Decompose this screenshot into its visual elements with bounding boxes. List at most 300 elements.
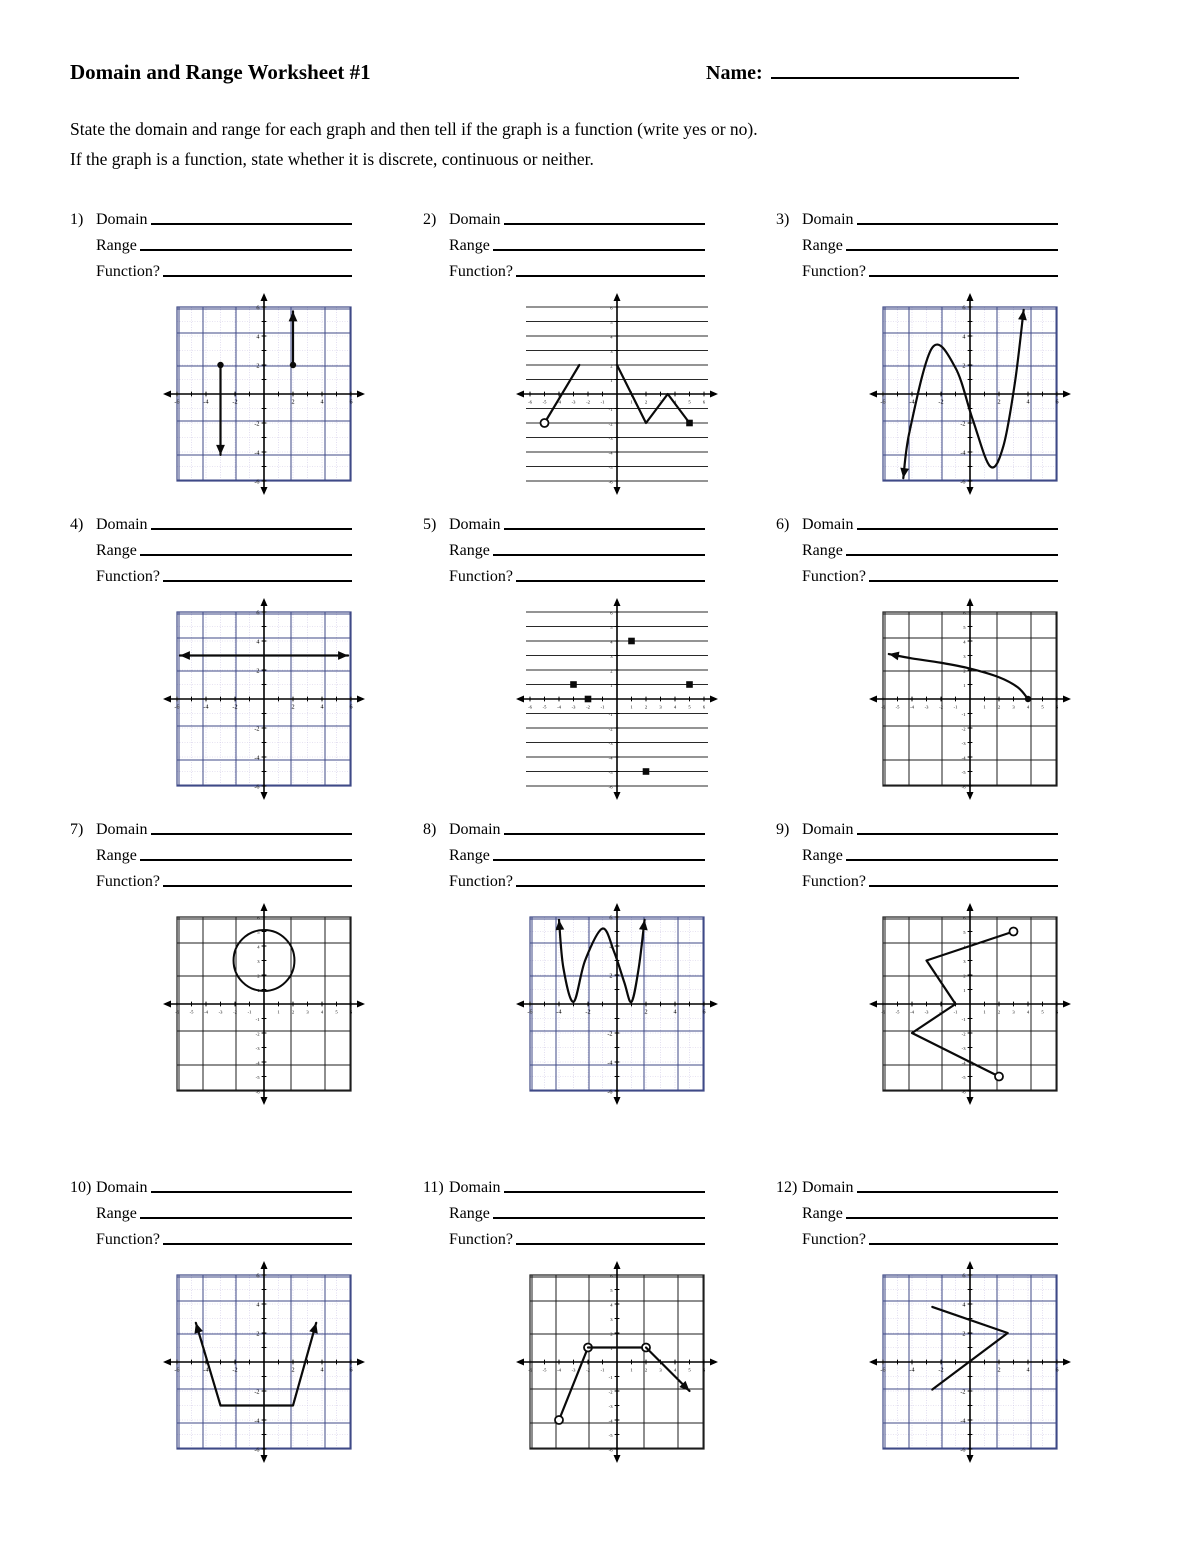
svg-text:2: 2 — [997, 398, 1001, 405]
svg-text:4: 4 — [255, 1300, 259, 1308]
svg-text:4: 4 — [963, 638, 966, 644]
svg-text:-2: -2 — [585, 399, 590, 404]
svg-text:-4: -4 — [608, 449, 612, 455]
range-label: Range — [449, 1204, 490, 1222]
svg-text:3: 3 — [1012, 1009, 1015, 1014]
svg-text:-1: -1 — [953, 1009, 958, 1014]
svg-text:4: 4 — [609, 333, 612, 339]
svg-text:-5: -5 — [542, 399, 546, 404]
svg-text:6: 6 — [702, 1367, 705, 1372]
svg-text:6: 6 — [255, 608, 259, 616]
name-field — [706, 62, 1019, 85]
svg-text:-1: -1 — [255, 1016, 259, 1022]
svg-text:1: 1 — [256, 987, 259, 993]
svg-text:-2: -2 — [253, 419, 259, 427]
coordinate-graph — [423, 596, 776, 802]
range-label: Range — [802, 541, 843, 559]
svg-text:-6: -6 — [173, 1366, 180, 1373]
svg-text:-6: -6 — [960, 1445, 966, 1453]
function-blank-line — [869, 875, 1058, 887]
svg-text:-4: -4 — [961, 1059, 966, 1065]
domain-blank-line — [151, 213, 352, 225]
problem-labels — [423, 1171, 707, 1249]
svg-text:-5: -5 — [961, 1074, 966, 1080]
svg-text:6: 6 — [348, 398, 353, 405]
svg-text:2: 2 — [255, 361, 259, 369]
svg-text:-4: -4 — [909, 1366, 915, 1373]
svg-text:6: 6 — [255, 1271, 259, 1279]
function-label: Function? — [449, 567, 513, 585]
svg-text:6: 6 — [962, 303, 966, 311]
range-blank-line — [846, 1207, 1058, 1219]
svg-text:4: 4 — [608, 942, 612, 950]
svg-text:5: 5 — [687, 704, 691, 709]
svg-text:-2: -2 — [584, 1008, 591, 1015]
domain-label: Domain — [802, 210, 854, 228]
svg-text:1: 1 — [963, 682, 966, 688]
svg-text:-2: -2 — [231, 703, 238, 710]
svg-text:-6: -6 — [526, 1008, 533, 1015]
svg-text:-2: -2 — [608, 725, 612, 731]
svg-text:-6: -6 — [527, 1367, 532, 1372]
svg-text:4: 4 — [1026, 704, 1030, 709]
svg-text:-6: -6 — [608, 478, 612, 484]
svg-text:3: 3 — [963, 653, 966, 659]
name-blank-line — [771, 63, 1019, 79]
svg-text:-6: -6 — [253, 1445, 259, 1453]
svg-text:-4: -4 — [909, 398, 915, 405]
domain-label: Domain — [802, 1178, 854, 1196]
problem-number: 9) — [776, 820, 790, 838]
problem-labels — [70, 508, 354, 586]
svg-text:-3: -3 — [571, 704, 575, 709]
svg-text:2: 2 — [962, 361, 966, 369]
svg-text:-5: -5 — [189, 1009, 193, 1014]
function-label: Function? — [802, 872, 866, 890]
domain-blank-line — [857, 1181, 1058, 1193]
svg-text:3: 3 — [658, 1367, 662, 1372]
range-blank-line — [846, 849, 1058, 861]
svg-text:-2: -2 — [585, 1367, 590, 1372]
svg-text:-3: -3 — [961, 1045, 966, 1051]
range-blank-line — [140, 849, 352, 861]
svg-text:4: 4 — [609, 1301, 612, 1307]
svg-text:6: 6 — [609, 1272, 612, 1278]
svg-text:6: 6 — [1055, 1009, 1059, 1014]
problem-labels — [776, 203, 1060, 281]
svg-text:-6: -6 — [606, 1087, 612, 1095]
domain-label: Domain — [96, 820, 148, 838]
svg-text:-4: -4 — [910, 1009, 914, 1014]
range-label: Range — [802, 236, 843, 254]
problem-labels — [70, 813, 354, 891]
svg-text:5: 5 — [256, 929, 259, 935]
function-blank-line — [163, 1233, 352, 1245]
function-label: Function? — [96, 872, 160, 890]
function-label: Function? — [802, 1230, 866, 1248]
domain-blank-line — [504, 518, 705, 530]
problem-3 — [776, 203, 1130, 508]
svg-text:-3: -3 — [571, 399, 575, 404]
svg-text:-4: -4 — [253, 753, 259, 761]
svg-text:-4: -4 — [253, 448, 259, 456]
svg-text:4: 4 — [319, 398, 324, 405]
coordinate-graph-svg — [161, 901, 367, 1107]
svg-text:2: 2 — [644, 704, 647, 709]
coordinate-graph-svg — [161, 291, 367, 497]
svg-text:6: 6 — [1055, 398, 1059, 405]
domain-blank-line — [857, 213, 1058, 225]
worksheet-header — [70, 60, 1130, 100]
problem-number: 11) — [423, 1178, 444, 1196]
svg-text:3: 3 — [1012, 704, 1015, 709]
domain-blank-line — [504, 213, 705, 225]
svg-text:2: 2 — [290, 398, 295, 405]
range-blank-line — [140, 1207, 352, 1219]
svg-text:-4: -4 — [606, 1058, 612, 1066]
svg-text:-2: -2 — [253, 1387, 259, 1395]
range-blank-line — [493, 544, 705, 556]
svg-text:4: 4 — [255, 332, 259, 340]
function-label: Function? — [96, 262, 160, 280]
svg-text:6: 6 — [1055, 1366, 1059, 1373]
svg-text:-6: -6 — [961, 783, 966, 789]
problem-10 — [70, 1171, 423, 1476]
svg-text:2: 2 — [256, 972, 259, 978]
coordinate-graph-svg — [161, 596, 367, 802]
svg-text:3: 3 — [658, 399, 662, 404]
coordinate-graph-svg — [514, 1259, 720, 1465]
svg-text:-2: -2 — [253, 724, 259, 732]
svg-text:-4: -4 — [910, 704, 914, 709]
svg-text:-1: -1 — [608, 406, 612, 412]
svg-text:-2: -2 — [231, 1366, 238, 1373]
function-label: Function? — [449, 262, 513, 280]
svg-text:-6: -6 — [881, 1009, 885, 1014]
svg-text:-1: -1 — [608, 711, 612, 717]
problem-number: 8) — [423, 820, 437, 838]
coordinate-graph — [70, 901, 423, 1107]
svg-text:2: 2 — [290, 1366, 295, 1373]
svg-text:-6: -6 — [174, 1009, 179, 1014]
svg-text:6: 6 — [256, 914, 259, 920]
svg-text:-2: -2 — [938, 398, 944, 405]
svg-text:4: 4 — [319, 1366, 324, 1373]
svg-text:-1: -1 — [600, 399, 604, 404]
problem-6 — [776, 508, 1130, 813]
svg-text:6: 6 — [609, 304, 612, 310]
function-blank-line — [869, 570, 1058, 582]
svg-text:4: 4 — [962, 332, 966, 340]
svg-text:5: 5 — [687, 1367, 691, 1372]
function-label: Function? — [449, 1230, 513, 1248]
svg-text:-1: -1 — [247, 1009, 251, 1014]
range-blank-line — [140, 239, 352, 251]
svg-text:-4: -4 — [202, 1366, 209, 1373]
svg-text:6: 6 — [348, 703, 353, 710]
problem-9 — [776, 813, 1130, 1118]
problem-number: 10) — [70, 1178, 92, 1196]
domain-label: Domain — [96, 1178, 148, 1196]
svg-text:-2: -2 — [608, 420, 612, 426]
problem-number: 4) — [70, 515, 84, 533]
svg-text:-5: -5 — [961, 769, 966, 775]
svg-text:-6: -6 — [608, 1446, 612, 1452]
svg-text:-4: -4 — [556, 1367, 561, 1372]
svg-text:2: 2 — [997, 1009, 1001, 1014]
svg-text:-6: -6 — [880, 1366, 886, 1373]
problem-labels — [70, 1171, 354, 1249]
problem-number: 1) — [70, 210, 84, 228]
domain-blank-line — [857, 518, 1058, 530]
svg-text:4: 4 — [673, 704, 676, 709]
svg-text:2: 2 — [609, 1330, 612, 1336]
svg-text:-2: -2 — [255, 1030, 259, 1036]
problem-labels — [423, 508, 707, 586]
problem-labels — [776, 1171, 1060, 1249]
svg-text:2: 2 — [255, 1329, 259, 1337]
svg-text:-6: -6 — [608, 783, 612, 789]
svg-text:5: 5 — [609, 319, 612, 325]
svg-text:-6: -6 — [253, 782, 259, 790]
function-blank-line — [869, 265, 1058, 277]
svg-text:-4: -4 — [556, 399, 561, 404]
svg-text:1: 1 — [983, 1009, 986, 1014]
svg-text:-5: -5 — [542, 704, 546, 709]
svg-text:2: 2 — [608, 971, 612, 979]
svg-text:2: 2 — [644, 399, 647, 404]
domain-label: Domain — [96, 515, 148, 533]
problems-grid — [70, 203, 1130, 1476]
svg-text:-6: -6 — [173, 398, 180, 405]
domain-label: Domain — [802, 515, 854, 533]
svg-text:-4: -4 — [556, 704, 561, 709]
svg-text:-5: -5 — [608, 1432, 612, 1438]
svg-text:4: 4 — [673, 399, 676, 404]
problem-8 — [423, 813, 776, 1118]
coordinate-graph — [70, 1259, 423, 1465]
problem-number: 2) — [423, 210, 437, 228]
range-blank-line — [846, 544, 1058, 556]
svg-text:-4: -4 — [608, 754, 612, 760]
svg-text:-2: -2 — [938, 1366, 944, 1373]
svg-text:1: 1 — [963, 987, 966, 993]
domain-blank-line — [504, 1181, 705, 1193]
coordinate-graph — [776, 291, 1130, 497]
range-blank-line — [493, 239, 705, 251]
problem-12 — [776, 1171, 1130, 1476]
svg-text:-6: -6 — [960, 477, 966, 485]
problem-number: 12) — [776, 1178, 798, 1196]
svg-text:-3: -3 — [961, 740, 966, 746]
function-label: Function? — [96, 1230, 160, 1248]
svg-text:5: 5 — [963, 929, 966, 935]
coordinate-graph — [776, 901, 1130, 1107]
coordinate-graph — [70, 596, 423, 802]
range-label: Range — [802, 846, 843, 864]
svg-text:-2: -2 — [961, 1030, 966, 1036]
svg-text:4: 4 — [1026, 1366, 1030, 1373]
problem-number: 3) — [776, 210, 790, 228]
svg-text:2: 2 — [997, 1366, 1001, 1373]
svg-text:5: 5 — [1041, 1009, 1044, 1014]
domain-label: Domain — [802, 820, 854, 838]
svg-text:-5: -5 — [895, 1009, 900, 1014]
svg-text:6: 6 — [963, 914, 966, 920]
svg-text:2: 2 — [291, 1009, 294, 1014]
problem-5 — [423, 508, 776, 813]
svg-text:3: 3 — [609, 348, 612, 354]
domain-label: Domain — [449, 820, 501, 838]
function-blank-line — [516, 875, 705, 887]
svg-text:6: 6 — [963, 609, 966, 615]
svg-text:-2: -2 — [961, 725, 966, 731]
problem-labels — [776, 813, 1060, 891]
svg-text:-3: -3 — [255, 1045, 259, 1051]
coordinate-graph — [70, 291, 423, 497]
svg-text:3: 3 — [305, 1009, 309, 1014]
domain-label: Domain — [96, 210, 148, 228]
instructions-line-2: If the graph is a function, state whether it is discrete, continuous or neither. — [70, 149, 594, 170]
range-blank-line — [493, 1207, 705, 1219]
coordinate-graph-svg — [867, 1259, 1073, 1465]
problem-labels — [776, 508, 1060, 586]
svg-text:-1: -1 — [600, 704, 604, 709]
problem-number: 7) — [70, 820, 84, 838]
range-blank-line — [493, 849, 705, 861]
svg-text:6: 6 — [702, 704, 705, 709]
coordinate-graph-svg — [867, 596, 1073, 802]
svg-text:2: 2 — [963, 667, 966, 673]
function-blank-line — [163, 265, 352, 277]
domain-label: Domain — [449, 210, 501, 228]
svg-text:-6: -6 — [527, 704, 532, 709]
range-label: Range — [802, 1204, 843, 1222]
domain-blank-line — [504, 823, 705, 835]
svg-text:6: 6 — [962, 1271, 966, 1279]
svg-text:3: 3 — [609, 1316, 612, 1322]
svg-text:1: 1 — [609, 377, 612, 383]
svg-text:-5: -5 — [255, 1074, 259, 1080]
coordinate-graph-svg — [867, 291, 1073, 497]
svg-text:-2: -2 — [585, 704, 590, 709]
svg-text:-6: -6 — [880, 398, 886, 405]
problem-labels — [423, 813, 707, 891]
function-blank-line — [516, 265, 705, 277]
svg-text:-4: -4 — [960, 1416, 966, 1424]
coordinate-graph-svg — [867, 901, 1073, 1107]
svg-text:-2: -2 — [960, 1387, 966, 1395]
function-label: Function? — [802, 262, 866, 280]
svg-text:-5: -5 — [542, 1367, 546, 1372]
page-title: Domain and Range Worksheet #1 — [70, 60, 371, 84]
function-blank-line — [516, 570, 705, 582]
svg-text:-2: -2 — [939, 704, 943, 709]
svg-text:-6: -6 — [173, 703, 180, 710]
svg-text:-5: -5 — [895, 704, 900, 709]
svg-text:2: 2 — [997, 704, 1001, 709]
domain-blank-line — [151, 1181, 352, 1193]
svg-text:3: 3 — [658, 704, 662, 709]
svg-text:-2: -2 — [231, 398, 238, 405]
coordinate-graph — [776, 1259, 1130, 1465]
svg-text:-4: -4 — [203, 1009, 208, 1014]
svg-text:4: 4 — [1026, 398, 1030, 405]
svg-text:6: 6 — [1055, 704, 1059, 709]
coordinate-graph — [423, 1259, 776, 1465]
coordinate-graph-svg — [161, 1259, 367, 1465]
svg-text:3: 3 — [256, 958, 259, 964]
svg-text:4: 4 — [962, 1300, 966, 1308]
svg-text:2: 2 — [609, 667, 612, 673]
svg-text:6: 6 — [701, 1008, 706, 1015]
function-label: Function? — [802, 567, 866, 585]
svg-text:-1: -1 — [961, 1016, 966, 1022]
function-blank-line — [869, 1233, 1058, 1245]
svg-text:5: 5 — [609, 1287, 612, 1293]
svg-text:-1: -1 — [608, 1374, 612, 1380]
svg-text:-5: -5 — [608, 464, 612, 470]
svg-text:-2: -2 — [232, 1009, 237, 1014]
problem-11 — [423, 1171, 776, 1476]
svg-text:4: 4 — [256, 943, 259, 949]
svg-text:-4: -4 — [202, 398, 209, 405]
svg-text:-6: -6 — [881, 704, 885, 709]
coordinate-graph — [423, 291, 776, 497]
coordinate-graph-svg — [514, 596, 720, 802]
svg-text:4: 4 — [1026, 1009, 1030, 1014]
svg-text:-2: -2 — [608, 1388, 612, 1394]
svg-text:1: 1 — [609, 682, 612, 688]
svg-text:1: 1 — [609, 1345, 612, 1351]
svg-text:-1: -1 — [961, 711, 966, 717]
problem-4 — [70, 508, 423, 813]
problem-2 — [423, 203, 776, 508]
svg-text:5: 5 — [609, 624, 612, 630]
svg-text:6: 6 — [609, 609, 612, 615]
svg-text:-4: -4 — [202, 703, 209, 710]
range-label: Range — [96, 1204, 137, 1222]
svg-text:-6: -6 — [961, 1088, 966, 1094]
domain-blank-line — [151, 518, 352, 530]
function-blank-line — [516, 1233, 705, 1245]
svg-text:6: 6 — [702, 399, 705, 404]
svg-text:-2: -2 — [606, 1029, 612, 1037]
svg-text:4: 4 — [319, 703, 324, 710]
svg-text:1: 1 — [983, 704, 986, 709]
svg-text:2: 2 — [643, 1008, 648, 1015]
coordinate-graph-svg — [514, 291, 720, 497]
svg-text:4: 4 — [320, 1009, 323, 1014]
problem-number: 5) — [423, 515, 437, 533]
range-blank-line — [846, 239, 1058, 251]
svg-text:5: 5 — [1041, 704, 1044, 709]
svg-text:1: 1 — [629, 1367, 633, 1372]
svg-text:-4: -4 — [961, 754, 966, 760]
svg-text:3: 3 — [963, 958, 966, 964]
svg-text:4: 4 — [673, 1367, 676, 1372]
svg-text:-1: -1 — [600, 1367, 604, 1372]
svg-text:4: 4 — [255, 637, 259, 645]
problem-7 — [70, 813, 423, 1118]
range-blank-line — [140, 544, 352, 556]
range-label: Range — [449, 541, 490, 559]
svg-text:-2: -2 — [939, 1009, 943, 1014]
svg-text:6: 6 — [349, 1009, 352, 1014]
svg-text:-3: -3 — [608, 435, 612, 441]
coordinate-graph-svg — [514, 901, 720, 1107]
svg-text:-3: -3 — [608, 740, 612, 746]
